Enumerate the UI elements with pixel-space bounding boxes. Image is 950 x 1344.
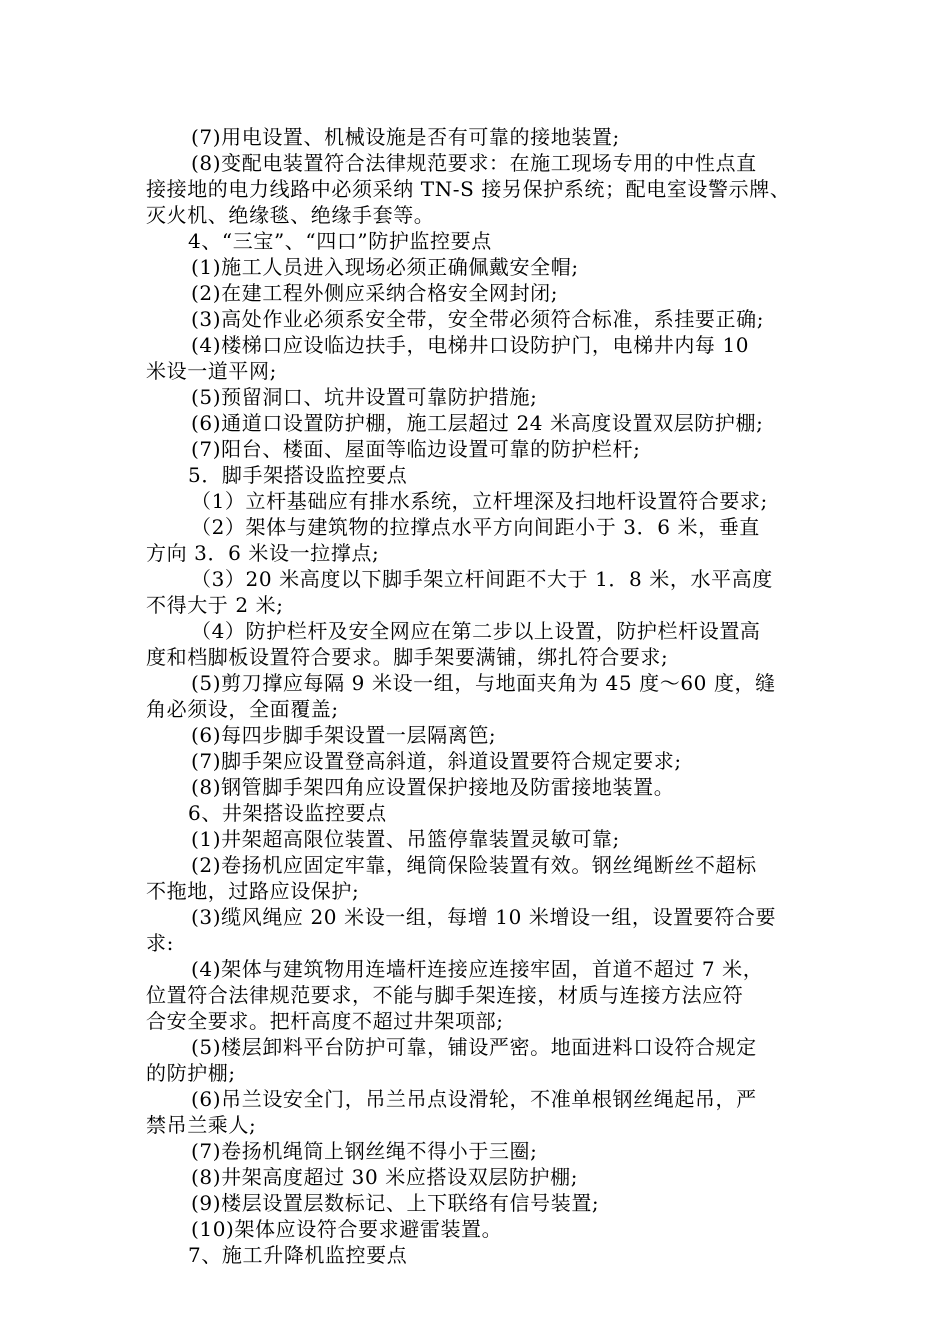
- text-line: 米设一道平网;: [146, 359, 277, 383]
- text-line: (2)在建工程外侧应采纳合格安全网封闭;: [191, 281, 559, 305]
- text-line: （4）防护栏杆及安全网应在第二步以上设置，防护栏杆设置高: [191, 619, 761, 643]
- text-line: 灭火机、绝缘毯、绝缘手套等。: [146, 203, 435, 227]
- text-line: (7)脚手架应设置登高斜道，斜道设置要符合规定要求;: [191, 749, 682, 773]
- text-line: (5)剪刀撑应每隔 9 米设一组，与地面夹角为 45 度～60 度，缝: [191, 671, 776, 695]
- text-line: (3)高处作业必须系安全带，安全带必须符合标准，系挂要正确;: [191, 307, 765, 331]
- text-line: (7)卷扬机绳筒上钢丝绳不得小于三圈;: [191, 1139, 538, 1163]
- text-line: 合安全要求。把杆高度不超过井架项部;: [146, 1009, 504, 1033]
- text-line: 接接地的电力线路中必须采纳 TN-S 接另保护系统；配电室设警示牌、: [146, 177, 791, 201]
- text-line: (1)施工人员进入现场必须正确佩戴安全帽;: [191, 255, 579, 279]
- section-heading: 4、“三宝”、“四口”防护监控要点: [188, 229, 492, 253]
- text-line: (4)楼梯口应设临边扶手，电梯井口设防护门，电梯井内每 10: [191, 333, 750, 357]
- text-line: (4)架体与建筑物用连墙杆连接应连接牢固，首道不超过 7 米，: [191, 957, 764, 981]
- text-line: 禁吊兰乘人;: [146, 1113, 257, 1137]
- text-line: (6)通道口设置防护棚，施工层超过 24 米高度设置双层防护棚;: [191, 411, 764, 435]
- text-line: 不拖地，过路应设保护;: [146, 879, 360, 903]
- text-line: (2)卷扬机应固定牢靠，绳筒保险装置有效。钢丝绳断丝不超标: [191, 853, 757, 877]
- text-line: (8)钢管脚手架四角应设置保护接地及防雷接地装置。: [191, 775, 675, 799]
- text-line: (9)楼层设置层数标记、上下联络有信号装置;: [191, 1191, 600, 1215]
- text-line: (3)缆风绳应 20 米设一组，每增 10 米增设一组，设置要符合要: [191, 905, 777, 929]
- text-line: 不得大于 2 米;: [146, 593, 284, 617]
- text-line: 位置符合法律规范要求，不能与脚手架连接，材质与连接方法应符: [146, 983, 744, 1007]
- text-line: 方向 3．6 米设一拉撑点;: [146, 541, 380, 565]
- section-heading: 6、井架搭设监控要点: [188, 801, 387, 825]
- text-line: （2）架体与建筑物的拉撑点水平方向间距小于 3．6 米，垂直: [191, 515, 760, 539]
- text-line: 角必须设，全面覆盖;: [146, 697, 339, 721]
- text-line: (7)用电设置、机械设施是否有可靠的接地装置;: [191, 125, 620, 149]
- text-line: 的防护棚;: [146, 1061, 236, 1085]
- text-line: (10)架体应设符合要求避雷装置。: [191, 1217, 503, 1241]
- text-line: (8)井架高度超过 30 米应搭设双层防护棚;: [191, 1165, 579, 1189]
- section-heading: 5．脚手架搭设监控要点: [188, 463, 408, 487]
- text-line: 度和档脚板设置符合要求。脚手架要满铺，绑扎符合要求;: [146, 645, 669, 669]
- text-line: (8)变配电装置符合法律规范要求：在施工现场专用的中性点直: [191, 151, 757, 175]
- text-line: （1）立杆基础应有排水系统，立杆埋深及扫地杆设置符合要求;: [191, 489, 768, 513]
- text-line: (5)楼层卸料平台防护可靠，铺设严密。地面进料口设符合规定: [191, 1035, 757, 1059]
- text-line: 求:: [146, 931, 174, 955]
- text-line: (1)井架超高限位装置、吊篮停靠装置灵敏可靠;: [191, 827, 620, 851]
- text-line: （3）20 米高度以下脚手架立杆间距不大于 1．8 米，水平高度: [191, 567, 773, 591]
- text-line: (7)阳台、楼面、屋面等临边设置可靠的防护栏杆;: [191, 437, 641, 461]
- text-line: (6)每四步脚手架设置一层隔离笆;: [191, 723, 497, 747]
- text-line: (5)预留洞口、坑井设置可靠防护措施;: [191, 385, 538, 409]
- section-heading: 7、施工升降机监控要点: [188, 1243, 408, 1267]
- text-line: (6)吊兰设安全门，吊兰吊点设滑轮，不准单根钢丝绳起吊，严: [191, 1087, 757, 1111]
